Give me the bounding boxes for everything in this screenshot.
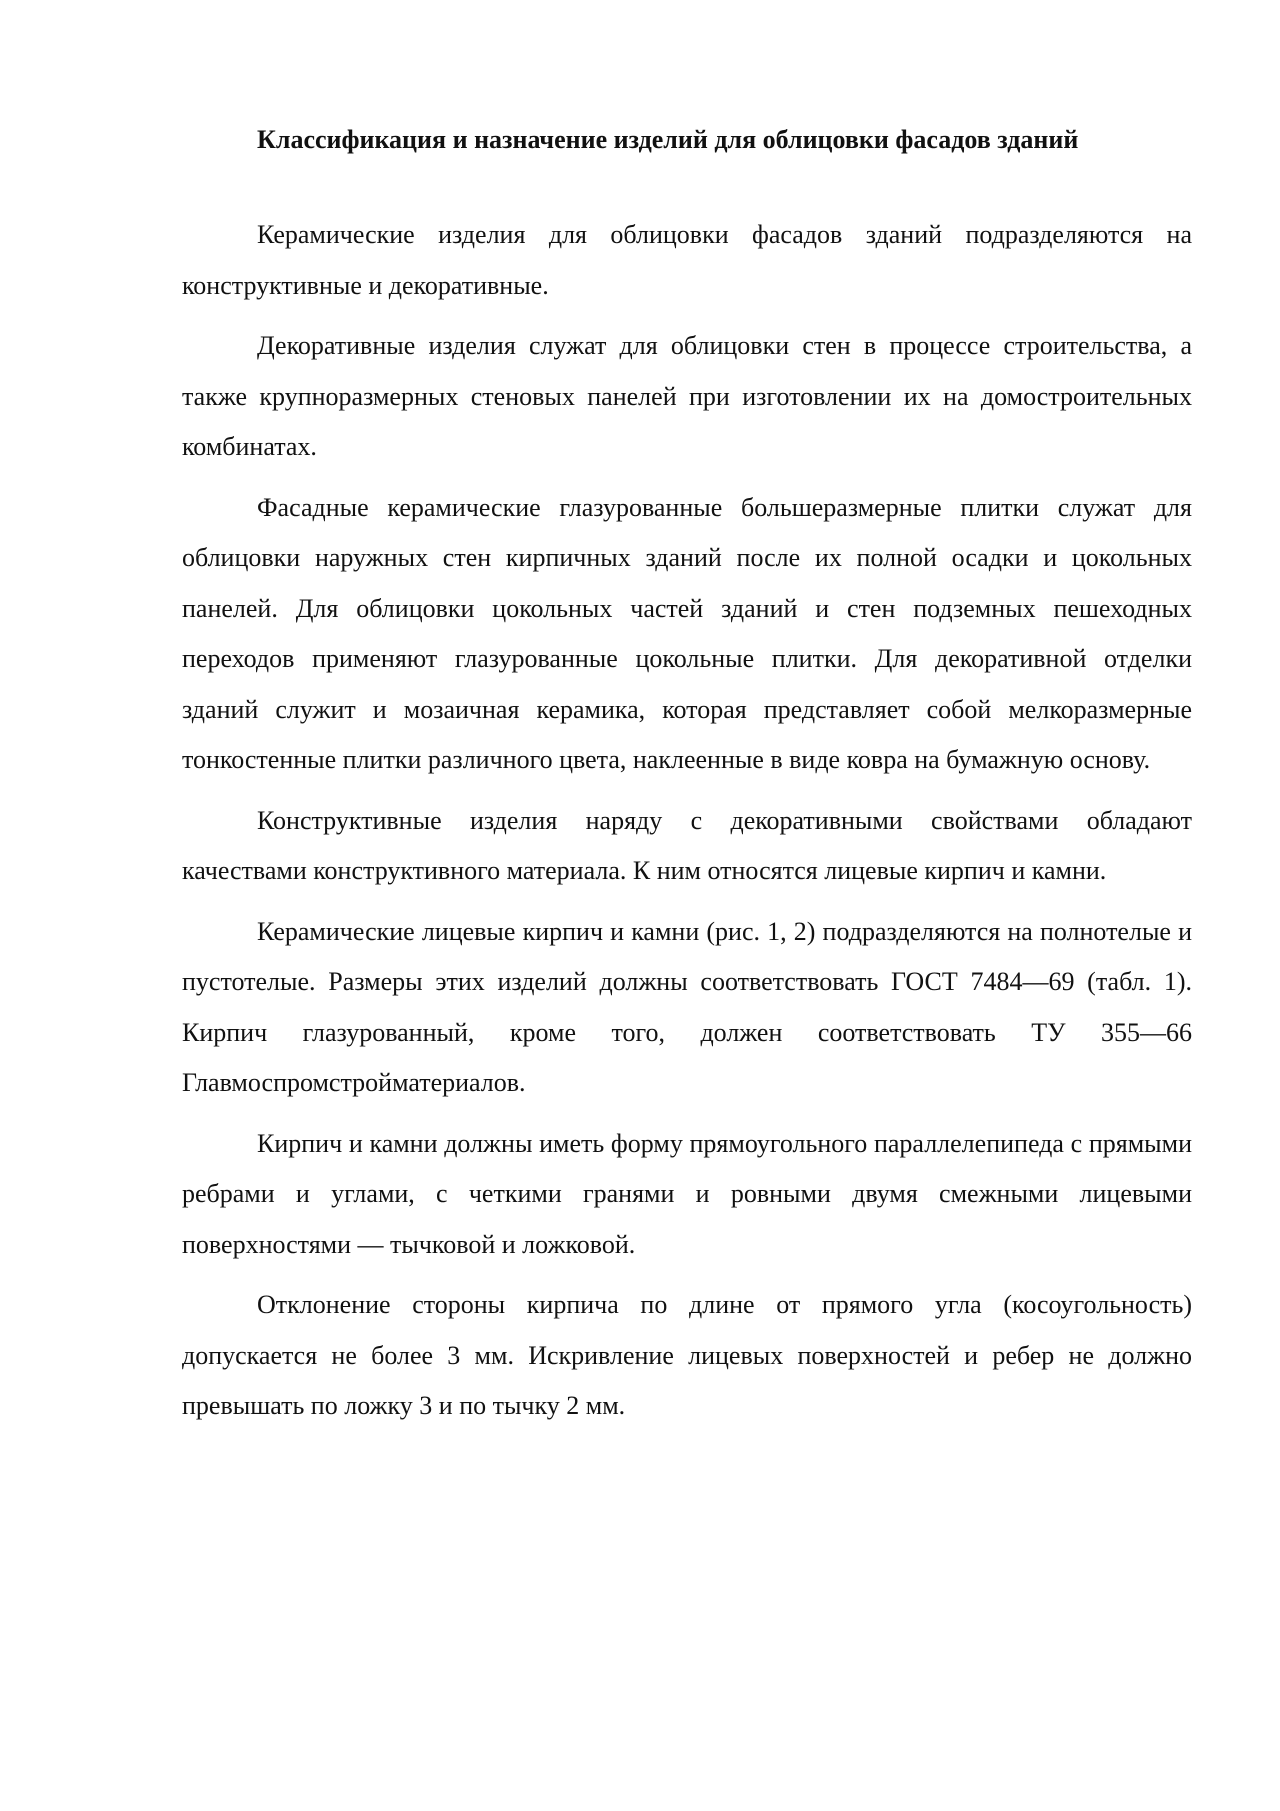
paragraph-decorative: Декоративные изделия служат для облицовки стен в процессе строительства, а также крупноразмерных стеновых панелей при изготовлении их на домостроительных комбинатах. <box>182 331 1192 461</box>
paragraph-facade-tiles: Фасадные керамические глазурованные большеразмерные плитки служат для облицовки наружных стен кирпичных зданий после их полной осадки и цокольных панелей. Для облицовки цокольных частей зданий и стен подземных пешеходных переходов применяют глазурованные цокольные плитки. Для декоративной отделки зданий служит и мозаичная керамика, которая представляет собой мелкоразмерные тонкостенные плитки различного цвета, наклеенные в виде ковра на бумажную основу. <box>182 492 1192 774</box>
document-title: Классификация и назначение изделий для облицовки фасадов зданий <box>257 125 1079 154</box>
paragraph-constructive: Конструктивные изделия наряду с декоративными свойствами обладают качествами конструктивного материала. К ним относятся лицевые кирпич и камни. <box>182 805 1192 885</box>
paragraph-intro: Керамические изделия для облицовки фасадов зданий подразделяются на конструктивные и декоративные. <box>182 220 1192 300</box>
paragraph-bricks-types: Керамические лицевые кирпич и камни (рис. 1, 2) подразделяются на полнотелые и пустотелые. Размеры этих изделий должны соответствовать ГОСТ 7484—69 (табл. 1). Кирпич глазурованный, кроме того, должен соответствовать ТУ 355—66 Главмоспромстройматериалов. <box>182 916 1192 1097</box>
paragraph-bricks-shape: Кирпич и камни должны иметь форму прямоугольного параллелепипеда с прямыми ребрами и углами, с четкими гранями и ровными двумя смежными лицевыми поверхностями — тычковой и ложковой. <box>182 1128 1192 1259</box>
paragraph-tolerances: Отклонение стороны кирпича по длине от прямого угла (косоугольность) допускается не более 3 мм. Искривление лицевых поверхностей и ребер не должно превышать по ложку 3 и по тычку 2 мм. <box>182 1290 1192 1420</box>
document-page <box>182 115 1192 1442</box>
